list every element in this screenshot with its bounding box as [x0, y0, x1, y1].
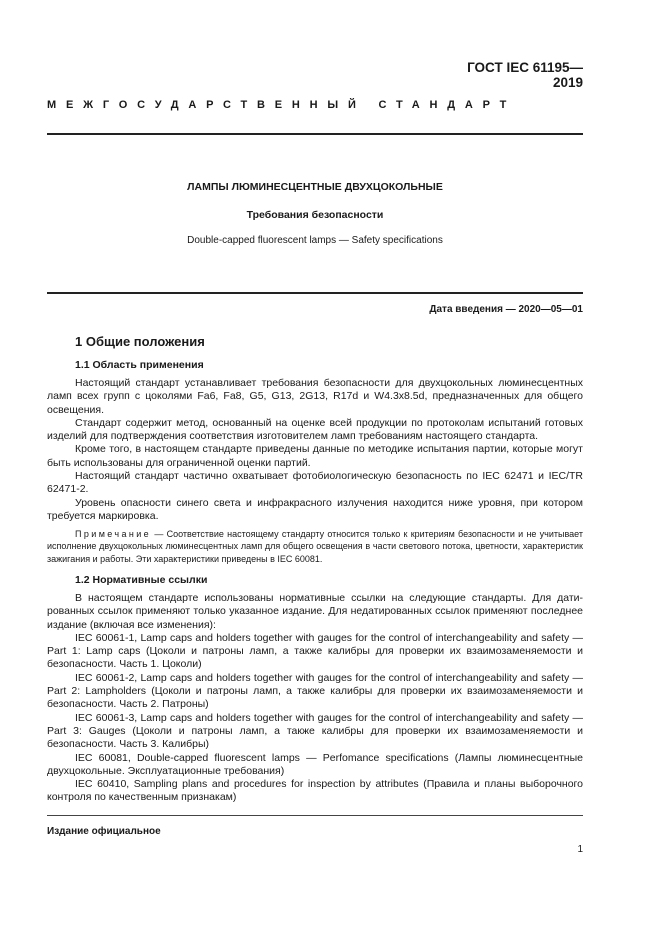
- reference-item: IEC 60061-2, Lamp caps and holders together with gauges for the control of interchangeability and safety — Part 2: Lampholders (Цоколи и патроны ламп, а также калибры для проверки их взаимозаменяемости и безопасности. Часть 2. Патроны): [47, 671, 583, 711]
- section-1-heading: 1 Общие положения: [75, 334, 205, 349]
- reference-item: IEC 60081, Double-capped fluorescent lamps — Perfomance specifications (Лампы люминесцентные двухцокольные. Эксплуатационные требования): [47, 751, 583, 777]
- paragraph: В настоящем стандарте использованы нормативные ссылки на следующие стандарты. Для датированных ссылок применяют только указанное издание. Для недатированных ссылок применяют последнее издание (включая все изменения):: [47, 592, 583, 631]
- section-1-2-heading: 1.2 Нормативные ссылки: [75, 574, 208, 586]
- title-rule: [47, 292, 583, 294]
- gost-code: ГОСТ IEC 61195—2019: [467, 60, 583, 90]
- intro-date: Дата введения — 2020—05—01: [429, 304, 583, 315]
- note-text: — Соответствие настоящему стандарту относится только к критериям безопасности и не учитывает исполнение двухцокольных люминесцентных ламп для общего освещения в части светового потока, цветности, характеристик зажигания и работы. Эти характеристики приведены в IEC 60081.: [47, 529, 583, 564]
- reference-item: IEC 60061-1, Lamp caps and holders together with gauges for the control of interchangeability and safety — Part 1: Lamp caps (Цоколи и патроны ламп, а также калибры для проверки их взаимозаменяемости и безопасности. Часть 1. Цоколи): [47, 631, 583, 671]
- section-1-1-body: [47, 377, 583, 523]
- reference-item: IEC 60061-3, Lamp caps and holders together with gauges for the control of interchangeability and safety — Part 3: Gauges (Цоколи и патроны ламп, а также калибры для проверки их взаимозаменяемости и безопасности. Часть 3. Калибры): [47, 711, 583, 751]
- doc-subtitle: Требования безопасности: [246, 209, 384, 221]
- paragraph: Стандарт содержит метод, основанный на оценке всей продукции по протоколам испытаний готовых изделий для подтверждения соответствия изготовителем ламп требованиям настоящего стандарта.: [47, 416, 583, 443]
- section-1-1-heading: 1.1 Область применения: [75, 359, 204, 371]
- paragraph: Кроме того, в настоящем стандарте приведены данные по методике испытания партии, которые могут быть использованы для ограниченной оценки партий.: [47, 443, 583, 469]
- footer-rule: [47, 815, 583, 816]
- page-number: 1: [577, 844, 583, 855]
- section-1-2-body: [47, 592, 583, 805]
- reference-item: IEC 60410, Sampling plans and procedures for inspection by attributes (Правила и планы выборочного контроля по качественным признакам): [47, 778, 583, 804]
- doc-english-title: Double-capped fluorescent lamps — Safety specifications: [187, 235, 443, 246]
- top-rule: [47, 133, 583, 135]
- paragraph: Настоящий стандарт частично охватывает фотобиологическую безопасность по IEC 62471 и IEC/TR 62471-2.: [47, 470, 583, 496]
- interstate-standard-banner: МЕЖГОСУДАРСТВЕННЫЙ СТАНДАРТ: [47, 99, 517, 111]
- edition-label: Издание официальное: [47, 826, 161, 837]
- note: [47, 528, 583, 565]
- paragraph: Настоящий стандарт устанавливает требования безопасности для двухцокольных люминесцентных ламп всех групп с цоколями Fa6, Fa8, G5, G13, 2G13, R17d и W4.3x8.5d, предназначенных для общего освещения.: [47, 377, 583, 416]
- note-label: Примечание: [75, 529, 152, 539]
- paragraph: Уровень опасности синего света и инфракрасного излучения находится ниже уровня, при котором требуется маркировка.: [47, 496, 583, 522]
- doc-title: ЛАМПЫ ЛЮМИНЕСЦЕНТНЫЕ ДВУХЦОКОЛЬНЫЕ: [187, 181, 443, 193]
